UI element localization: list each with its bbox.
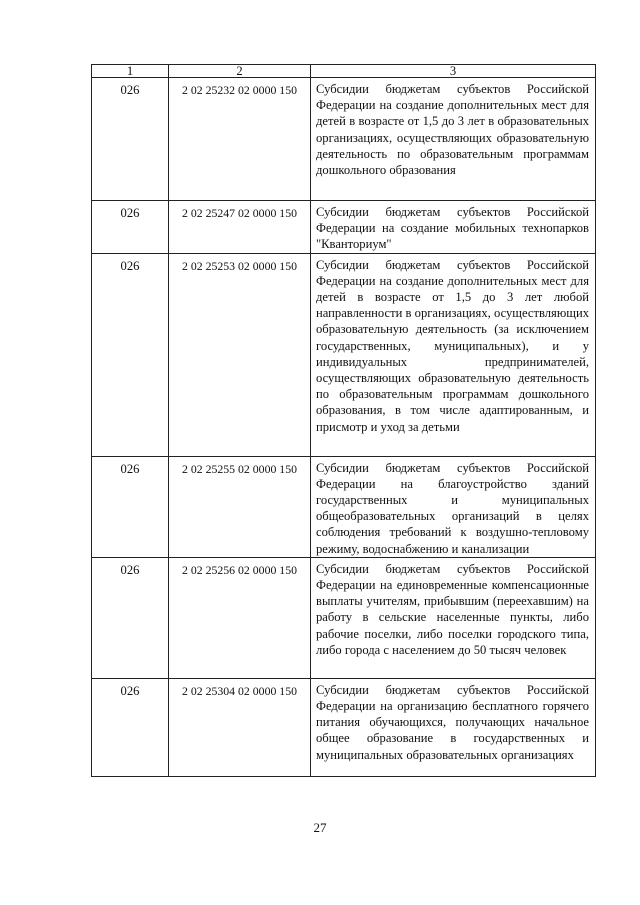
table-row [92, 253, 596, 456]
table-row [92, 201, 596, 254]
header-col-3: 3 [311, 65, 596, 78]
admin-code-cell: 026 [92, 456, 169, 557]
table-row [92, 678, 596, 776]
table-row [92, 456, 596, 557]
admin-code-cell: 026 [92, 201, 169, 254]
admin-code-cell: 026 [92, 678, 169, 776]
kbk-code-cell: 2 02 25255 02 0000 150 [169, 456, 311, 557]
kbk-code-cell: 2 02 25247 02 0000 150 [169, 201, 311, 254]
table-row [92, 557, 596, 678]
kbk-code-cell: 2 02 25253 02 0000 150 [169, 253, 311, 456]
kbk-code-cell: 2 02 25232 02 0000 150 [169, 78, 311, 201]
page-number: 27 [313, 820, 327, 835]
description-cell: Субсидии бюджетам субъектов Российской Федерации на организацию бесплатного горячего питания обучающихся, получающих начальное общее образование в государственных и муниципальных образовательных организациях [311, 678, 596, 776]
admin-code-cell: 026 [92, 557, 169, 678]
header-col-1: 1 [92, 65, 169, 78]
budget-classification-table [91, 64, 596, 777]
kbk-code-cell: 2 02 25256 02 0000 150 [169, 557, 311, 678]
kbk-code-cell: 2 02 25304 02 0000 150 [169, 678, 311, 776]
admin-code-cell: 026 [92, 253, 169, 456]
table-row [92, 78, 596, 201]
description-cell: Субсидии бюджетам субъектов Российской Федерации на создание дополнительных мест для детей в возрасте от 1,5 до 3 лет в образовательных организациях, осуществляющих образовательную деятельность по образовательным программам дошкольного образования [311, 78, 596, 201]
header-col-2: 2 [169, 65, 311, 78]
description-cell: Субсидии бюджетам субъектов Российской Федерации на благоустройство зданий государственных и муниципальных общеобразовательных организаций в целях соблюдения требований к воздушно-тепловому режиму, водоснабжению и канализации [311, 456, 596, 557]
description-cell: Субсидии бюджетам субъектов Российской Федерации на создание мобильных технопарков "Кванториум" [311, 201, 596, 254]
admin-code-cell: 026 [92, 78, 169, 201]
table-header-row [92, 65, 596, 78]
description-cell: Субсидии бюджетам субъектов Российской Федерации на единовременные компенсационные выплаты учителям, прибывшим (переехавшим) на работу в сельские населенные пункты, либо рабочие поселки, либо поселки городского типа, либо города с населением до 50 тысяч человек [311, 557, 596, 678]
description-cell: Субсидии бюджетам субъектов Российской Федерации на создание дополнительных мест для детей в возрасте от 1,5 до 3 лет любой направленности в организациях, осуществляющих образовательную деятельность (за исключением государственных, муниципальных), и у индивидуальных предпринимателей, осуществляющих образовательную деятельность по образовательным программам дошкольного образования, в том числе адаптированным, и присмотр и уход за детьми [311, 253, 596, 456]
